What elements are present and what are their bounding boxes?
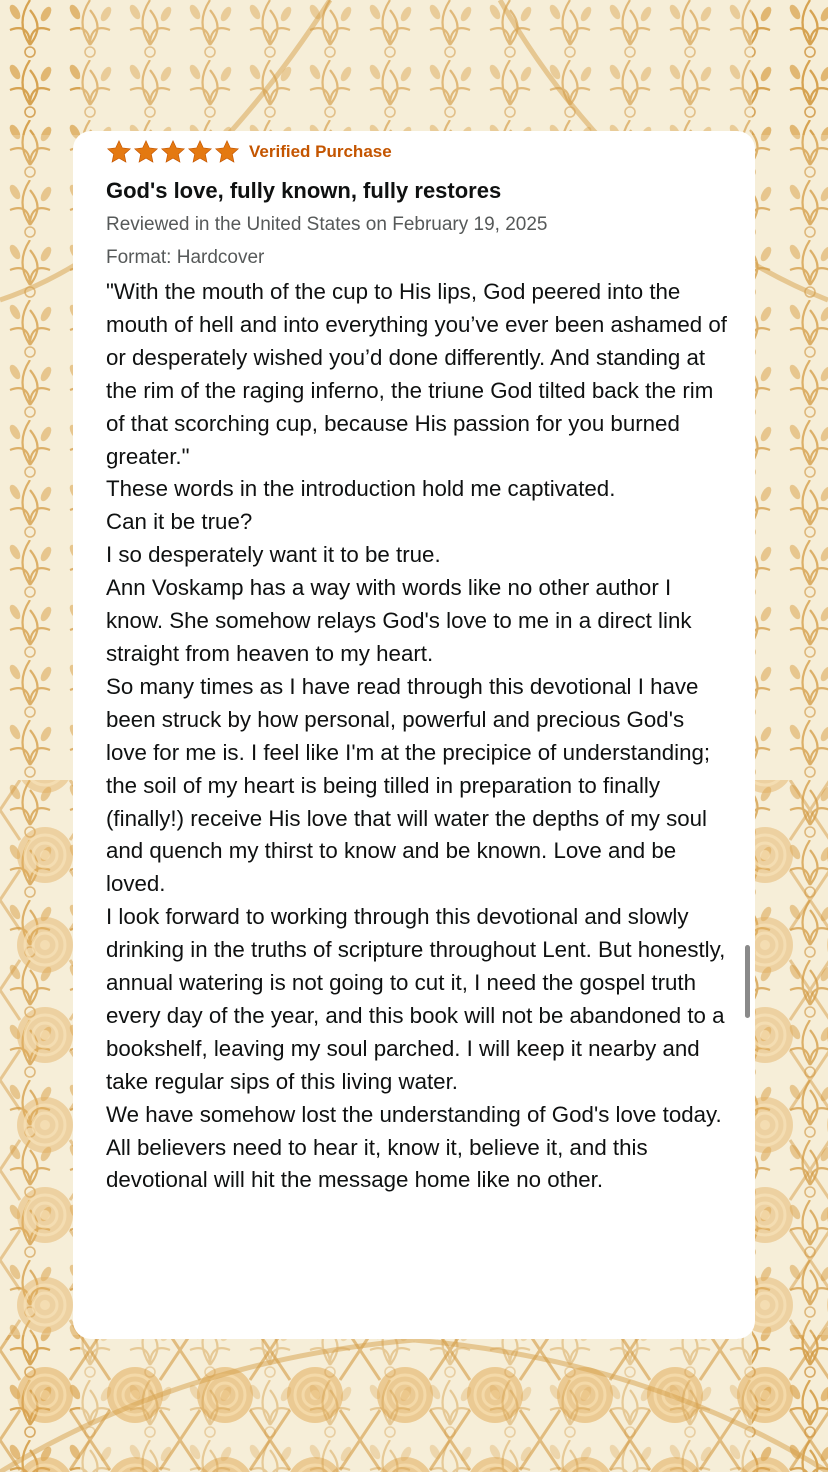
review-body bbox=[106, 276, 731, 1197]
star-icon bbox=[214, 139, 240, 165]
review-paragraph: So many times as I have read through this devotional I have been struck by how personal, powerful and precious God's love for me is. I feel like I'm at the precipice of understanding; the soil of my heart is being tilled in preparation to finally (finally!) receive His love that will water the depths of my soul and quench my thirst to know and be known. Love and be loved. bbox=[106, 673, 711, 897]
verified-purchase-badge: Verified Purchase bbox=[249, 142, 392, 161]
review-paragraph: Can it be true? bbox=[106, 509, 253, 535]
review-paragraph: These words in the introduction hold me captivated. bbox=[106, 476, 616, 502]
review-paragraph: We have somehow lost the understanding of God's love today. All believers need to hear it, know it, believe it, and this devotional will hit the message home like no other. bbox=[106, 1101, 722, 1193]
review-paragraph: "With the mouth of the cup to His lips, God peered into the mouth of hell and into everything you’ve ever been ashamed of or desperately wished you’d done differently. And standing at the rim of the raging inferno, the triune God tilted back the rim of that scorching cup, because His passion for you burned greater." bbox=[106, 279, 727, 469]
review-title: God's love, fully known, fully restores bbox=[106, 178, 502, 203]
rating-row bbox=[106, 139, 731, 165]
star-icon bbox=[160, 139, 186, 165]
review-date: Reviewed in the United States on February 19, 2025 bbox=[106, 214, 548, 235]
star-icon bbox=[106, 139, 132, 165]
review-paragraph: Ann Voskamp has a way with words like no other author I know. She somehow relays God's love to me in a direct link straight from heaven to my heart. bbox=[106, 575, 692, 666]
star-icon bbox=[187, 139, 213, 165]
scrollbar-thumb[interactable] bbox=[745, 945, 750, 1018]
review-card bbox=[73, 131, 755, 1339]
review-paragraph: I look forward to working through this devotional and slowly drinking in the truths of scripture throughout Lent. But honestly, annual watering is not going to cut it, I need the gospel truth every day of the year, and this book will not be abandoned to a bookshelf, leaving my soul parched. I will keep it nearby and take regular sips of this living water. bbox=[106, 904, 726, 1094]
review-paragraph: I so desperately want it to be true. bbox=[106, 542, 441, 568]
review-format: Format: Hardcover bbox=[106, 247, 265, 268]
star-rating bbox=[106, 139, 241, 165]
star-icon bbox=[133, 139, 159, 165]
